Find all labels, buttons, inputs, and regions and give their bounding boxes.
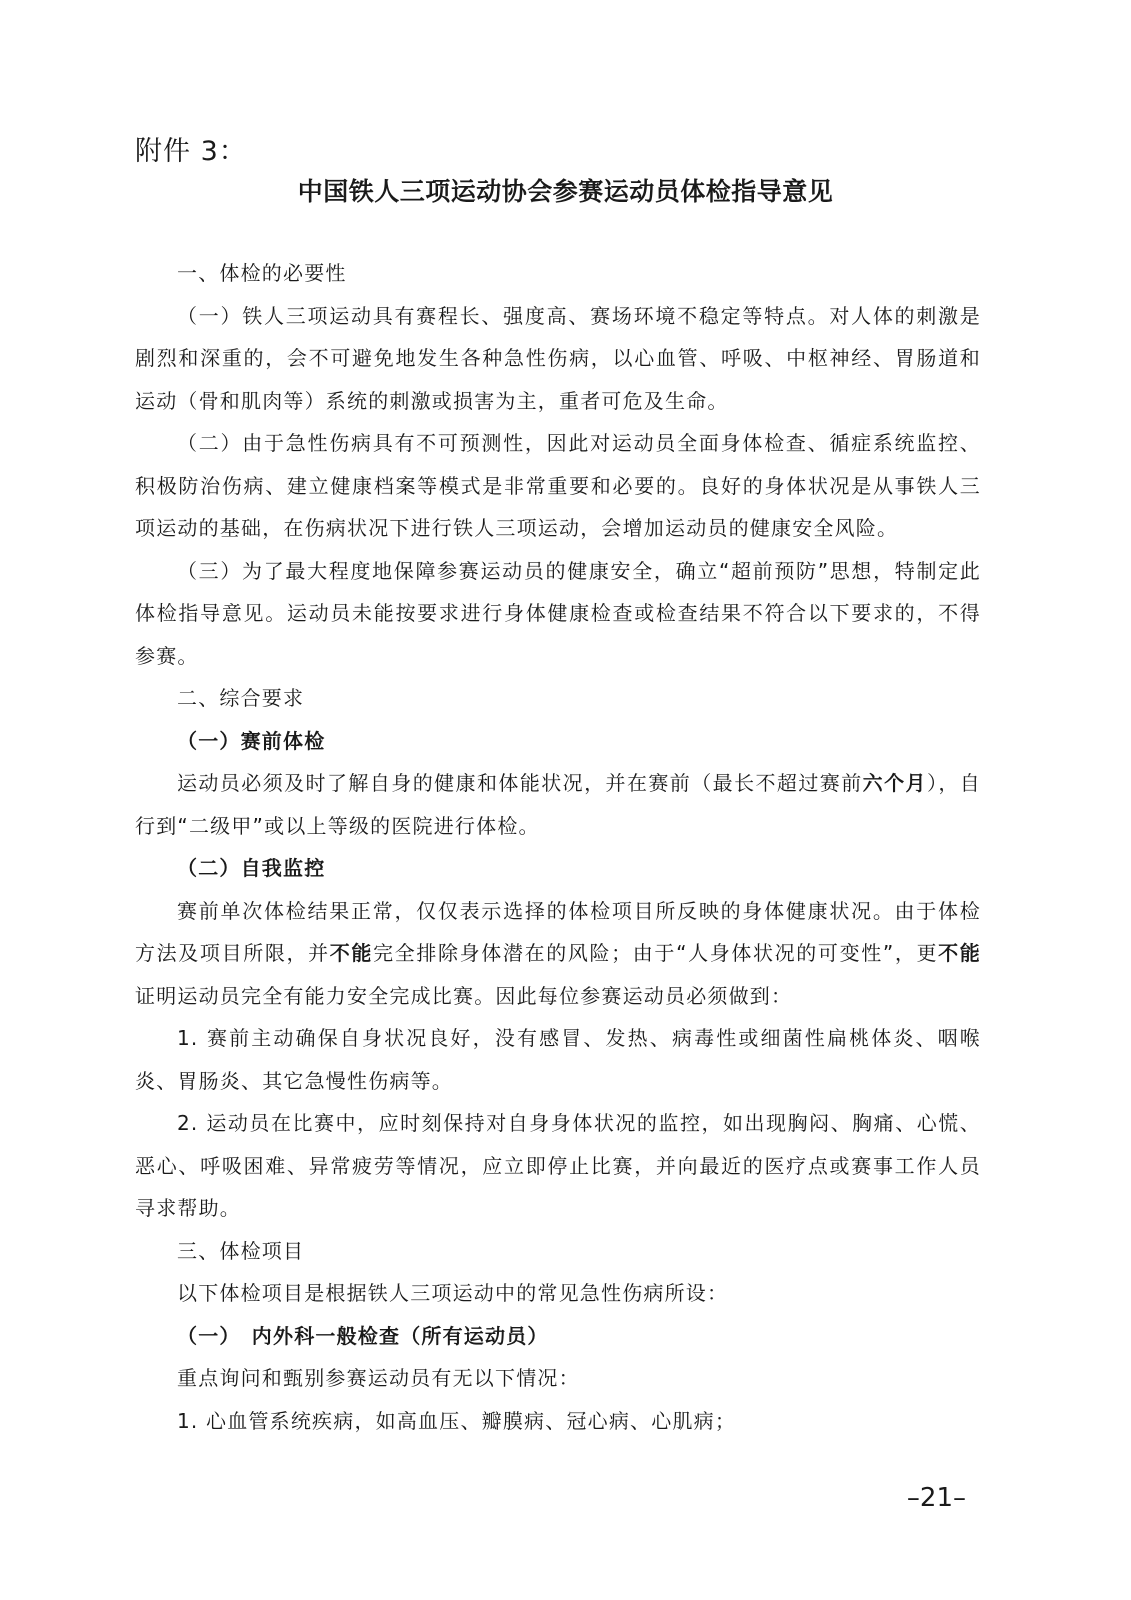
paragraph-2-2-part-b: 完全排除身体潜在的风险；由于“人身体状况的可变性”，更 xyxy=(373,941,939,965)
cannot-emphasis-1: 不能 xyxy=(329,941,374,965)
annex-label: 附件 3： xyxy=(135,136,247,167)
list-item-2-2: 2. 运动员在比赛中，应时刻保持对自身身体状况的监控，如出现胸闷、胸痛、心慌、恶心、呼吸困难、异常疲劳等情况，应立即停止比赛，并向最近的医疗点或赛事工作人员寻求帮助。 xyxy=(135,1111,981,1220)
paragraph-2-1-part-a: 运动员必须及时了解自身的健康和体能状况，并在赛前（最长不超过赛前 xyxy=(177,771,863,795)
paragraph-3-intro: 以下体检项目是根据铁人三项运动中的常见急性伤病所设： xyxy=(177,1281,729,1305)
list-item-2-1: 1. 赛前主动确保自身状况良好，没有感冒、发热、病毒性或细菌性扁桃体炎、咽喉炎、胃肠炎、其它急慢性伤病等。 xyxy=(135,1026,981,1093)
subheading-2-1: （一）赛前体检 xyxy=(177,728,326,753)
paragraph-3-1: 重点询问和甄别参赛运动员有无以下情况： xyxy=(177,1366,580,1390)
section-heading-3: 三、体检项目 xyxy=(177,1238,305,1263)
subheading-2-2: （二）自我监控 xyxy=(177,856,326,880)
document-title: 中国铁人三项运动协会参赛运动员体检指导意见 xyxy=(297,177,834,206)
paragraph-1-3: （三）为了最大程度地保障参赛运动员的健康安全，确立“超前预防”思想，特制定此体检指导意见。运动员未能按要求进行身体健康检查或检查结果不符合以下要求的，不得参赛。 xyxy=(135,558,981,668)
paragraph-1-1: （一）铁人三项运动具有赛程长、强度高、赛场环境不稳定等特点。对人体的刺激是剧烈和深重的，会不可避免地发生各种急性伤病，以心血管、呼吸、中枢神经、胃肠道和运动（骨和肌肉等）系统的刺激或损害为主，重者可危及生命。 xyxy=(135,303,981,413)
section-heading-1: 一、体检的必要性 xyxy=(177,261,347,285)
paragraph-2-2-part-c: 证明运动员完全有能力安全完成比赛。因此每位参赛运动员必须做到： xyxy=(135,983,793,1008)
document-body xyxy=(135,252,981,1442)
paragraph-2-1-part-b: ），自行到“二级甲”或以上等级的医院进行体检。 xyxy=(135,771,981,838)
cannot-emphasis-2: 不能 xyxy=(938,941,981,965)
six-months-emphasis: 六个月 xyxy=(862,771,927,795)
paragraph-1-2: （二）由于急性伤病具有不可预测性，因此对运动员全面身体检查、循症系统监控、积极防治伤病、建立健康档案等模式是非常重要和必要的。良好的身体状况是从事铁人三项运动的基础，在伤病状况下进行铁人三项运动，会增加运动员的健康安全风险。 xyxy=(135,431,981,540)
page-number: –21– xyxy=(906,1483,966,1513)
paragraph-2-2 xyxy=(135,890,981,1018)
paragraph-2-2-part-a: 赛前单次体检结果正常，仅仅表示选择的体检项目所反映的身体健康状况。由于体检方法及项目所限，并 xyxy=(135,898,981,965)
list-item-3-1: 1. 心血管系统疾病，如高血压、瓣膜病、冠心病、心肌病； xyxy=(177,1408,737,1433)
section-heading-2: 二、综合要求 xyxy=(177,686,305,710)
paragraph-2-1 xyxy=(135,762,981,847)
subheading-3-1: （一） 内外科一般检查（所有运动员） xyxy=(177,1323,549,1348)
